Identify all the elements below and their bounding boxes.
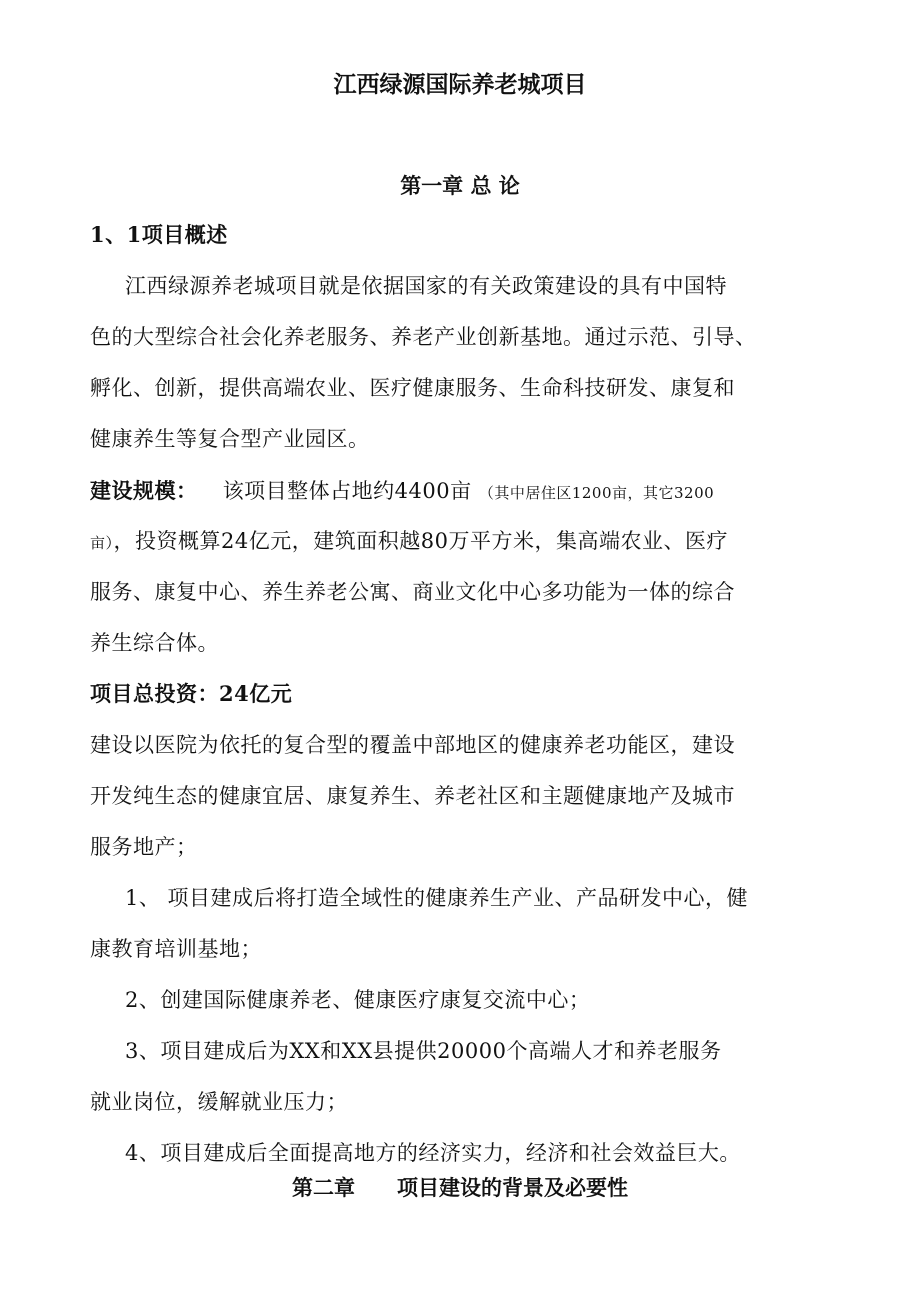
construction-line-3: 服务地产； bbox=[90, 835, 198, 859]
scale-text-1: 该项目整体占地约4400亩 bbox=[222, 479, 472, 503]
investment-line: 项目总投资：24亿元 bbox=[90, 681, 293, 706]
chapter-1-heading: 第一章 总 论 bbox=[400, 173, 520, 198]
scale-label: 建设规模： bbox=[90, 478, 198, 503]
document-title: 江西绿源国际养老城项目 bbox=[333, 71, 587, 98]
item-3-line-2: 就业岗位，缓解就业压力； bbox=[90, 1090, 348, 1114]
overview-line-3: 孵化、创新，提供高端农业、医疗健康服务、生命科技研发、康复和 bbox=[90, 376, 735, 400]
scale-small-2: 亩） bbox=[90, 534, 114, 552]
scale-small-1: （其中居住区1200亩，其它3200 bbox=[478, 484, 715, 502]
scale-text-2: ，投资概算24亿元，建筑面积越80万平方米，集高端农业、医疗 bbox=[113, 529, 728, 553]
item-4-line: 4、项目建成后全面提高地方的经济实力，经济和社会效益巨大。 bbox=[125, 1141, 741, 1165]
overview-line-2: 色的大型综合社会化养老服务、养老产业创新基地。通过示范、引导、 bbox=[90, 325, 757, 349]
item-1-line-1: 1、 项目建成后将打造全域性的健康养生产业、产品研发中心，健 bbox=[125, 886, 749, 910]
scale-line-4: 养生综合体。 bbox=[90, 631, 219, 655]
overview-line-4: 健康养生等复合型产业园区。 bbox=[90, 427, 370, 451]
scale-line-2 bbox=[90, 527, 728, 557]
construction-line-1: 建设以医院为依托的复合型的覆盖中部地区的健康养老功能区，建设 bbox=[90, 733, 735, 757]
scale-line-3: 服务、康复中心、养生养老公寓、商业文化中心多功能为一体的综合 bbox=[90, 580, 735, 604]
overview-line-1: 江西绿源养老城项目就是依据国家的有关政策建设的具有中国特 bbox=[125, 274, 727, 298]
construction-line-2: 开发纯生态的健康宜居、康复养生、养老社区和主题健康地产及城市 bbox=[90, 784, 735, 808]
section-1-1-heading: 1、1项目概述 bbox=[90, 222, 228, 247]
item-3-line-1: 3、项目建成后为XX和XX县提供20000个高端人才和养老服务 bbox=[125, 1039, 722, 1063]
chapter-2-heading: 第二章 项目建设的背景及必要性 bbox=[292, 1175, 628, 1200]
item-2-line: 2、创建国际健康养老、健康医疗康复交流中心； bbox=[125, 988, 591, 1012]
item-1-line-2: 康教育培训基地； bbox=[90, 937, 262, 961]
scale-line-1 bbox=[90, 477, 714, 507]
